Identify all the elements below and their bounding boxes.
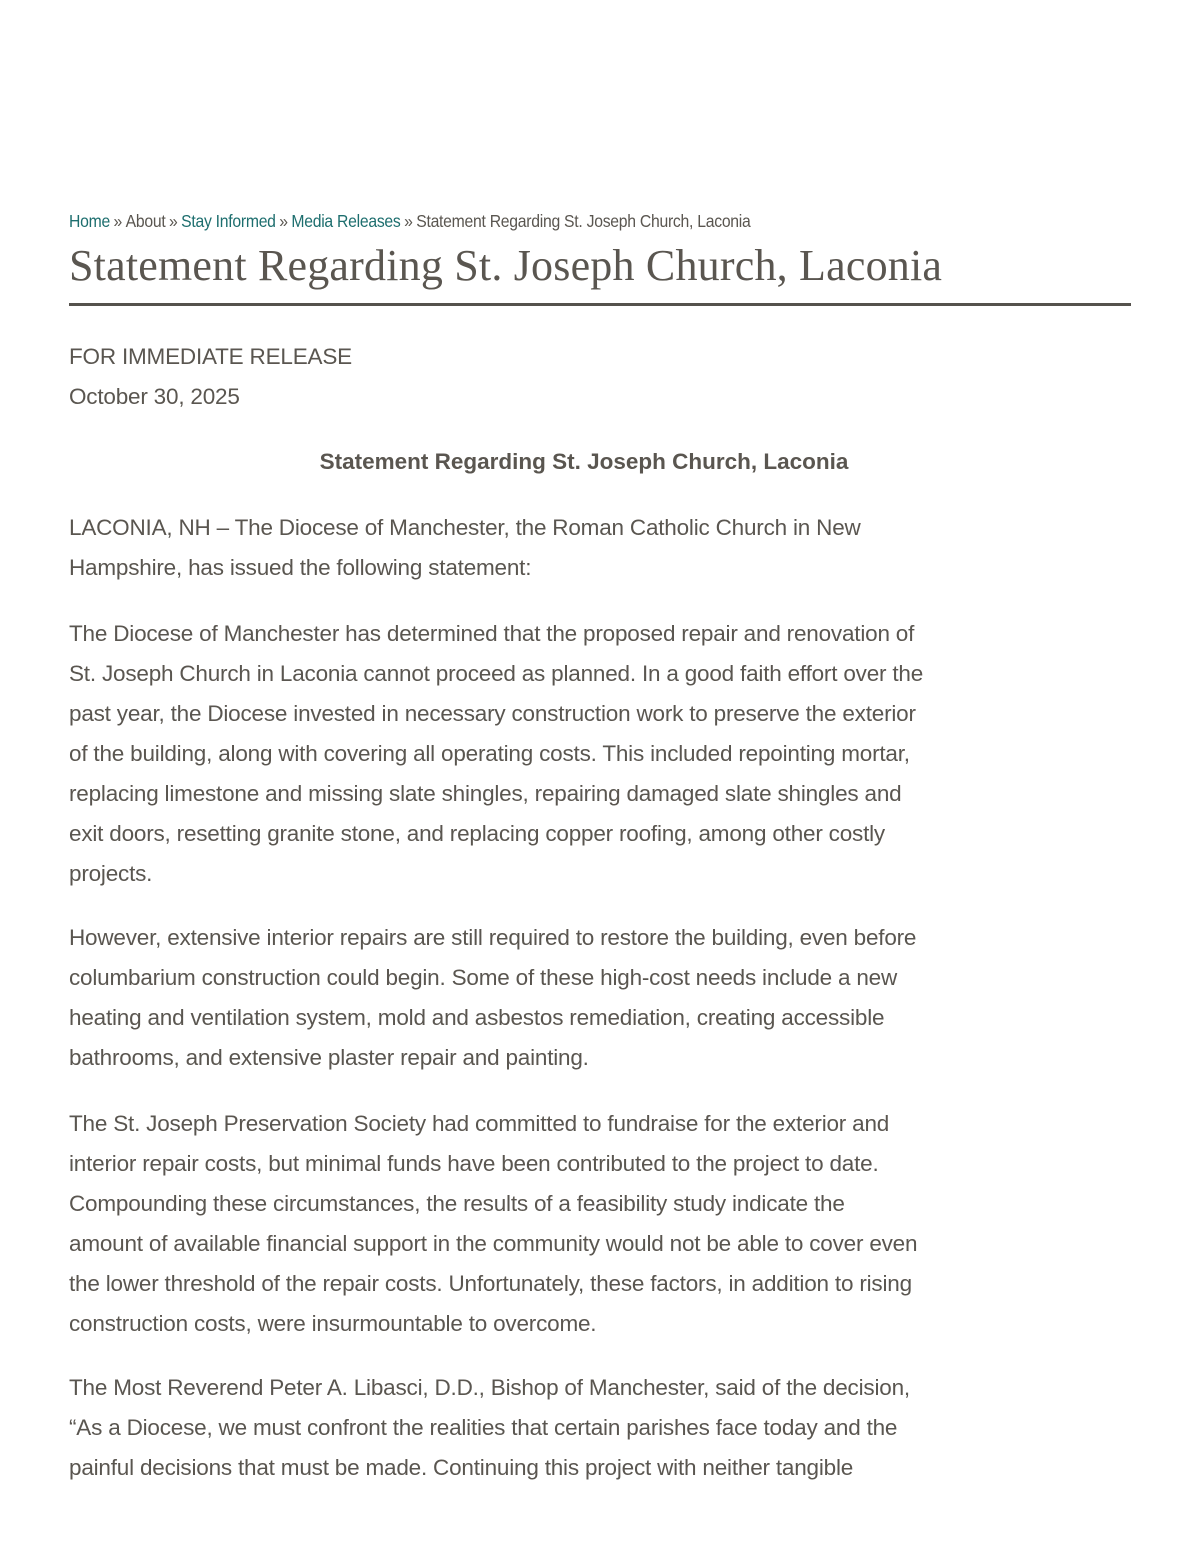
paragraph-preservation-society — [69, 1104, 1131, 1344]
page-title: Statement Regarding St. Joseph Church, Laconia — [69, 241, 943, 290]
paragraph-line: the lower threshold of the repair costs. Unfortunately, these factors, in addition to rising — [69, 1271, 912, 1296]
paragraph-line: The St. Joseph Preservation Society had committed to fundraise for the exterior and — [69, 1111, 890, 1136]
paragraph-bishop-quote — [69, 1368, 1131, 1488]
breadcrumb-about: About — [125, 211, 166, 231]
paragraph-line: bathrooms, and extensive plaster repair and painting. — [69, 1045, 589, 1070]
breadcrumb-separator: » — [169, 211, 178, 231]
release-date: October 30, 2025 — [69, 384, 240, 409]
breadcrumb — [69, 211, 751, 232]
paragraph-line: past year, the Diocese invested in necessary construction work to preserve the exterior — [69, 701, 916, 726]
paragraph-intro — [69, 508, 1131, 588]
paragraph-line: heating and ventilation system, mold and asbestos remediation, creating accessible — [69, 1005, 885, 1030]
paragraph-interior-repairs — [69, 918, 1131, 1078]
paragraph-line: replacing limestone and missing slate shingles, repairing damaged slate shingles and — [69, 781, 902, 806]
breadcrumb-media-releases-link[interactable]: Media Releases — [291, 211, 401, 231]
statement-subheading: Statement Regarding St. Joseph Church, Laconia — [319, 449, 849, 474]
paragraph-line: Compounding these circumstances, the results of a feasibility study indicate the — [69, 1191, 845, 1216]
paragraph-line: of the building, along with covering all operating costs. This included repointing mortar, — [69, 741, 910, 766]
paragraph-line: construction costs, were insurmountable to overcome. — [69, 1311, 597, 1336]
paragraph-line: “As a Diocese, we must confront the realities that certain parishes face today and the — [69, 1415, 898, 1440]
paragraph-line: The Diocese of Manchester has determined that the proposed repair and renovation of — [69, 621, 915, 646]
paragraph-line: St. Joseph Church in Laconia cannot proceed as planned. In a good faith effort over the — [69, 661, 924, 686]
paragraph-line: columbarium construction could begin. Some of these high-cost needs include a new — [69, 965, 898, 990]
paragraph-line: projects. — [69, 861, 153, 886]
paragraph-line: However, extensive interior repairs are still required to restore the building, even before — [69, 925, 917, 950]
paragraph-line: exit doors, resetting granite stone, and replacing copper roofing, among other costly — [69, 821, 885, 846]
breadcrumb-home-link[interactable]: Home — [69, 211, 110, 231]
paragraph-line: LACONIA, NH – The Diocese of Manchester, the Roman Catholic Church in New — [69, 515, 861, 540]
paragraph-decision — [69, 614, 1131, 894]
paragraph-line: interior repair costs, but minimal funds have been contributed to the project to date. — [69, 1151, 879, 1176]
breadcrumb-current: Statement Regarding St. Joseph Church, Laconia — [416, 211, 751, 231]
release-info — [69, 337, 352, 417]
paragraph-line: amount of available financial support in the community would not be able to cover even — [69, 1231, 918, 1256]
paragraph-line: The Most Reverend Peter A. Libasci, D.D., Bishop of Manchester, said of the decision, — [69, 1375, 910, 1400]
breadcrumb-separator: » — [279, 211, 288, 231]
title-divider — [69, 303, 1131, 306]
paragraph-line: painful decisions that must be made. Continuing this project with neither tangible — [69, 1455, 854, 1480]
breadcrumb-separator: » — [404, 211, 413, 231]
paragraph-line: Hampshire, has issued the following statement: — [69, 555, 532, 580]
release-label: FOR IMMEDIATE RELEASE — [69, 344, 352, 369]
breadcrumb-separator: » — [113, 211, 123, 231]
breadcrumb-stay-informed-link[interactable]: Stay Informed — [181, 211, 276, 231]
